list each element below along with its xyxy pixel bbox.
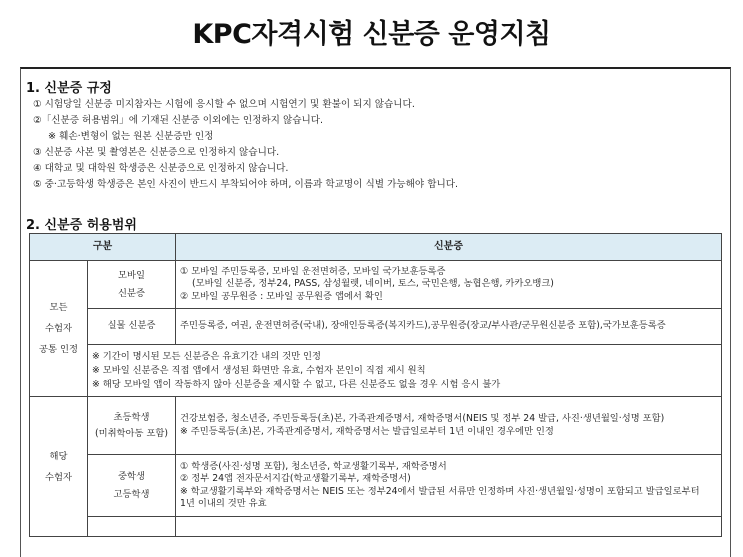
mobile-id-content: ① 모바일 주민등록증, 모바일 운전면허증, 모바일 국가보훈등록증 (모바일 신분증, 정부24, PASS, 삼성월렛, 네이버, 토스, 국민은행, 농협은행, 카카오뱅크) ② 모바일 공무원증 : 모바일 공무원증 앱에서 확인 — [176, 261, 722, 309]
table-header-row — [30, 234, 722, 261]
elementary-content: 건강보험증, 청소년증, 주민등록등(초)본, 가족관계증명서, 재학증명서(NEIS 및 정부 24 발급, 사진·생년월일·성명 포함) ※ 주민등록등(초)본, 가족관계증명서, 재학증명서는 발급일로부터 1년 이내인 경우에만 인정 — [176, 397, 722, 455]
rule-2: ②「신분증 허용범위」에 기재된 신분증 이외에는 인정하지 않습니다. — [33, 115, 324, 126]
mobile-id-label: 모바일 신분증 — [88, 261, 176, 309]
header-category: 구분 — [30, 234, 176, 261]
rule-1: ① 시험당일 신분증 미지참자는 시험에 응시할 수 없으며 시험연기 및 환불이 되지 않습니다. — [33, 99, 415, 110]
rule-4: ④ 대학교 및 대학원 학생증은 신분증으로 인정하지 않습니다. — [33, 163, 289, 174]
elementary-label: 초등학생 (미취학아동 포함) — [88, 397, 176, 455]
header-id-card: 신분증 — [176, 234, 722, 261]
group-applicable-label: 해당 수험자 — [30, 397, 88, 537]
rule-2-note: ※ 훼손·변형이 없는 원본 신분증만 인정 — [48, 131, 214, 142]
secondary-content: ① 학생증(사진·성명 포함), 청소년증, 학교생활기록부, 재학증명서 ② 정부 24앱 전자문서지갑(학교생활기록부, 재학증명서) ※ 학교생활기록부와 재학증명서는 NEIS 또는 정부24에서 발급된 서류만 인정하며 사진·생년월일·성명이 포함되고 발급일로부터 1년 이내의 것만 유효 — [176, 455, 722, 517]
rule-3: ③ 신분증 사본 및 촬영본은 신분증으로 인정하지 않습니다. — [33, 147, 280, 158]
page-title: KPC자격시험 신분증 운영지침 — [192, 19, 551, 50]
section2-title: 2. 신분증 허용범위 — [26, 218, 137, 233]
physical-id-label: 실물 신분증 — [88, 309, 176, 345]
table-row — [30, 455, 722, 517]
id-scope-table — [29, 233, 722, 537]
table-row — [30, 397, 722, 455]
table-row — [30, 345, 722, 397]
empty-cell — [88, 517, 176, 537]
secondary-label: 중학생 고등학생 — [88, 455, 176, 517]
table-row — [30, 309, 722, 345]
section1-title: 1. 신분증 규정 — [26, 81, 112, 96]
physical-id-content: 주민등록증, 여권, 운전면허증(국내), 장애인등록증(복지카드),공무원증(장교/부사관/군무원신분증 포함),국가보훈등록증 — [176, 309, 722, 345]
table-row — [30, 517, 722, 537]
table-row — [30, 261, 722, 309]
empty-cell — [176, 517, 722, 537]
common-notes: ※ 기간이 명시된 모든 신분증은 유효기간 내의 것만 인정 ※ 모바일 신분증은 직접 앱에서 생성된 화면만 유효, 수험자 본인이 직접 제시 원칙 ※ 해당 모바일 앱이 작동하지 않아 신분증을 제시할 수 없고, 다른 신분증도 없을 경우 시험 응시 불가 — [88, 345, 722, 397]
group-all-label: 모든 수험자 공통 인정 — [30, 261, 88, 397]
rule-5: ⑤ 중·고등학생 학생증은 본인 사진이 반드시 부착되어야 하며, 이름과 학교명이 식별 가능해야 합니다. — [33, 179, 459, 190]
